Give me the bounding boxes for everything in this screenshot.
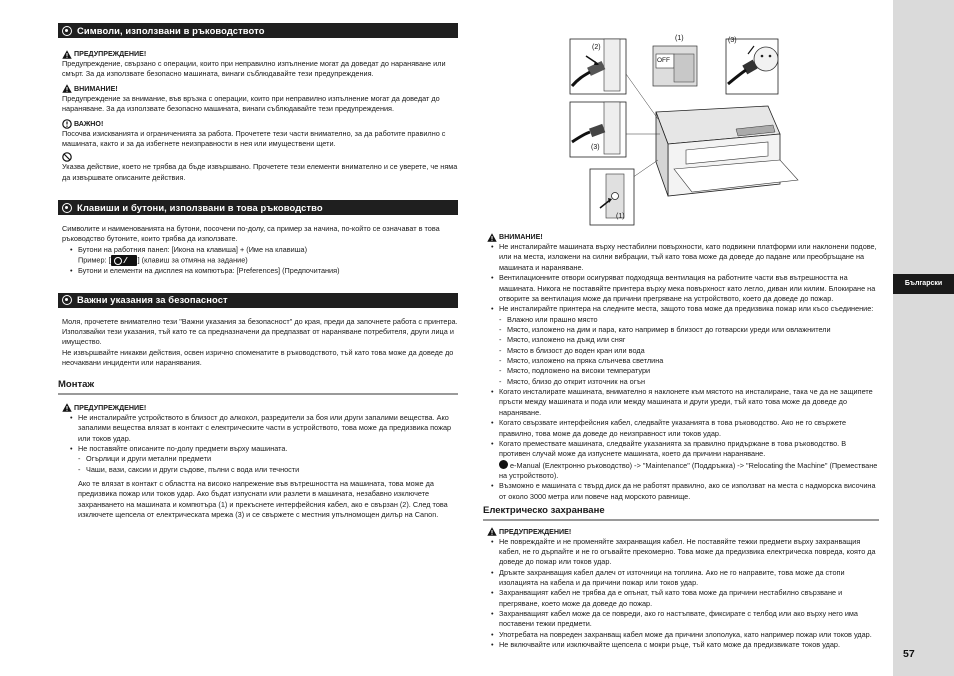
warning-icon [62,403,72,412]
list-item: • Не поставяйте описаните по-долу предмети върху машината. - Огърлици и други метални предмети - Чаши, вази, саксии и други съдове, пълни с вода или течности Ако те влязат в контакт с областта на високо напрежение във вътрешността на машината, това може да предизвика пожар или токов удар. Ако бъдат изпуснати или разлети в машината, незабавно изключете захранването на машината и компютъра (1) и прекъснете интерфейсния кабел, ако е свързан (2). След това изключете щепсела от електрическата мрежа (3) и се свържете с местния упълномощен дилър на Canon. [70,444,458,521]
page-number: 57 [903,648,915,660]
list-item: • Захранващият кабел не трябва да е опънат, тъй като това може да причини нестабилно свързване и прегряване, което може да доведе до пожар. [491,588,879,609]
section-header-safety [58,293,458,308]
disc-icon [62,203,72,213]
section-title: Важни указания за безопасност [77,294,228,306]
caution-label: ВНИМАНИЕ! [62,84,458,94]
figure-label: (2) [592,44,601,51]
warning-text: Предупреждение, свързано с операции, които при неправилно изпълнение могат да доведат до нараняване или смърт. За да използвате безопасно машината, винаги съблюдавайте тези предупреждения. [62,59,446,79]
e-manual-icon [499,460,508,469]
disc-icon [62,295,72,305]
warning-label: ПРЕДУПРЕЖДЕНИЕ! [487,527,879,537]
list-item: • Употребата на повреден захранващ кабел може да причини злополука, като например пожар или токов удар. [491,630,879,640]
sub-list-item: - Място в близост до воден кран или вода [499,346,879,356]
subsection-power: Електрическо захранване [483,504,879,520]
caution-label: ВНИМАНИЕ! [487,232,879,242]
disc-icon [62,26,72,36]
important-icon [62,119,72,129]
list-item: • Не инсталирайте принтера на следните места, защото това може да предизвика пожар или късо съединение: - Влажно или прашно място - Място, изложено на дим и пара, като например в близост до готварски уреди или овлажнители - Място, изложено на дъжд или сняг - Място в близост до воден кран или вода - Място, изложено на пряка слънчева светлина - Място, подложено на високи температури - Място, близо до открит източник на огън [491,304,879,387]
figure-drawing [568,34,886,230]
list-item: • Когато премествате машината, следвайте указанията за правилно придържане в това ръководство. В противен случай може да изпуснете машината, което да причини нараняване. e-Manual (Електронно ръководство) -> "Maintenance" (Поддръжка) -> "Relocating the Machine" (Преместване на устройството). [491,439,879,481]
figure-label: (1) [616,213,625,220]
installation-followup: Ако те влязат в контакт с областта на високо напрежение във вътрешността на машината, това може да предизвика пожар или токов удар. Ако бъдат изпуснати или разлети в машината, незабавно изключете захранването на машината и компютъра (1) и прекъснете интерфейсния кабел, ако е свързан (2). След това изключете щепсела от електрическата мрежа (3) и се свържете с местния упълномощен дилър на Canon. [78,479,448,520]
sub-list-item: - Място, изложено на дъжд или сняг [499,335,879,345]
list-item: • Възможно е машината с твърд диск да не работят правилно, ако се използват на места с надморска височина от около 3000 метра или повече над морското равнище. [491,481,879,502]
section-header-symbols [58,23,458,38]
sub-list [78,454,458,475]
language-tab[interactable]: Български [893,274,954,294]
sub-list-item: - Влажно или прашно място [499,315,879,325]
important-label: ВАЖНО! [62,119,458,129]
power-warning-list [491,537,879,651]
caution-text: Предупреждение за внимание, във връзка с операции, които при неправилно изпълнение могат да доведат до нараняване. За да използвате безопасно машината, винаги съблюдавайте тези предупреждения. [62,93,440,114]
left-column [58,23,458,520]
list-item: • Вентилационните отвори осигуряват подходяща вентилация на работните части във вътрешността на машината. Никога не поставяйте принтера върху мека повърхност като легло, диван или килим. Блокиране на отворите за вентилация може да причини прегряване на устройството, което да доведе до пожар. [491,273,879,304]
e-manual-reference[interactable]: e-Manual (Електронно ръководство) -> "Maintenance" (Поддръжка) -> "Relocating the Machine" (Преместване на устройството). [499,460,878,480]
warning-icon [62,50,72,59]
important-text: Посочва изискванията и ограниченията за работа. Прочетете тези части внимателно, за да работите правилно с машината, както и за да избегнете неизправности в нея или имуществени щети. [62,128,446,148]
section-title: Символи, използвани в ръководството [77,24,265,36]
prohibited-label [62,152,458,162]
installation-caution-list [491,242,879,502]
safety-intro-1: Моля, прочетете внимателно тези "Важни указания за безопасност" до края, преди да започнете работа с принтера. [62,316,458,326]
stop-key-icon [111,255,137,266]
caution-icon [487,233,497,242]
figure-label: (3) [728,37,737,44]
list-item: • Не включвайте или изключвайте щепсела с мокри ръце, тъй като може да предизвикате токов удар. [491,640,879,650]
list-item: • Когато инсталирате машината, внимателно я наклонете към мястото на инсталиране, така че да не защипете пръсти между машината и пода или между машината и други уреди, тъй като това може да доведе до нараняване. [491,387,879,418]
list-item: • Бутони и елементи на дисплея на компютъра: [Preferences] (Предпочитания) [70,266,458,276]
sub-list-item: - Място, изложено на пряка слънчева светлина [499,356,879,366]
keys-list [70,245,458,277]
caution-icon [62,84,72,93]
off-switch-label: OFF [657,57,670,64]
sub-list-item: - Място, изложено на дим и пара, като например в близост до готварски уреди или овлажнители [499,325,879,335]
safety-intro-2: Използвайки тези указания, тъй като те са предназначени да предпазват от нараняване потребителя, други лица и имущество. [62,326,454,347]
sub-list-item: - Чаши, вази, саксии и други съдове, пълни с вода или течности [78,465,458,475]
prohibited-icon [62,152,72,162]
warning-label: ПРЕДУПРЕЖДЕНИЕ! [62,49,458,59]
places-list [499,315,879,388]
list-item: • Не повреждайте и не променяйте захранващия кабел. Не поставяйте тежки предмети върху захранващия кабел, не го дърпайте и не го огъвайте прекомерно. Това може да предизвика електрическа повреда, която да доведе до пожар или токов удар. [491,537,879,568]
safety-intro-3: Не извършвайте никакви действия, освен изрично споменатите в ръководството, тъй като това може да доведе до неочаквани инциденти или наранявания. [62,347,454,367]
sub-list-item: - Място, подложено на високи температури [499,366,879,376]
installation-figure [568,34,886,230]
warning-label: ПРЕДУПРЕЖДЕНИЕ! [62,403,458,413]
side-strip [893,0,954,676]
sub-list-item: - Място, близо до открит източник на огън [499,377,879,387]
list-item: • Захранващият кабел може да се повреди, ако го настъпвате, фиксирате с телбод или ако върху него има поставени тежки предмети. [491,609,879,630]
subsection-installation: Монтаж [58,378,458,394]
section-header-keys [58,200,458,215]
warning-icon [487,527,497,536]
figure-label: (1) [675,35,684,42]
keys-intro: Символите и наименованията на бутони, посочени по-долу, са пример за начина, по-който се означават в това ръководство бутоните, които трябва да използвате. [62,224,440,244]
list-item: • Когато свързвате интерфейсния кабел, следвайте указанията в това ръководство. Ако не го свържете правилно, това може да доведе до неизправност или токов удар. [491,418,879,439]
list-item: • Бутони на работния панел: [Икона на клавиша] + (Име на клавиша) Пример: [ ] (клавиш за отмяна на задание) [70,245,458,266]
installation-warning-list [70,413,458,521]
sub-list-item: - Огърлици и други метални предмети [78,454,458,464]
list-item: • Не инсталирайте устройството в близост до алкохол, разредители за боя или други запалими вещества. Ако запалими вещества влязат в контакт с електрическите части в устройството, това може да предизвика пожар или токов удар. [70,413,458,444]
figure-label: (3) [591,144,600,151]
list-item: • Не инсталирайте машината върху нестабилни повърхности, като подвижни платформи или наклонени подове, или на места, изложени на силни вибрации, тъй като това може да доведе до падане или преобръщане на машината и нараняване. [491,242,879,273]
section-title: Клавиши и бутони, използвани в това ръководство [77,201,323,213]
right-column [483,232,879,651]
list-item: • Дръжте захранващия кабел далеч от източници на топлина. Ако не го направите, това може да стопи изолацията на кабела и да причини пожар или токов удар. [491,568,879,589]
prohibited-text: Указва действие, което не трябва да бъде извършвано. Прочетете тези елементи внимателно и се уверете, че няма да извършвате описаните действия. [62,162,458,182]
